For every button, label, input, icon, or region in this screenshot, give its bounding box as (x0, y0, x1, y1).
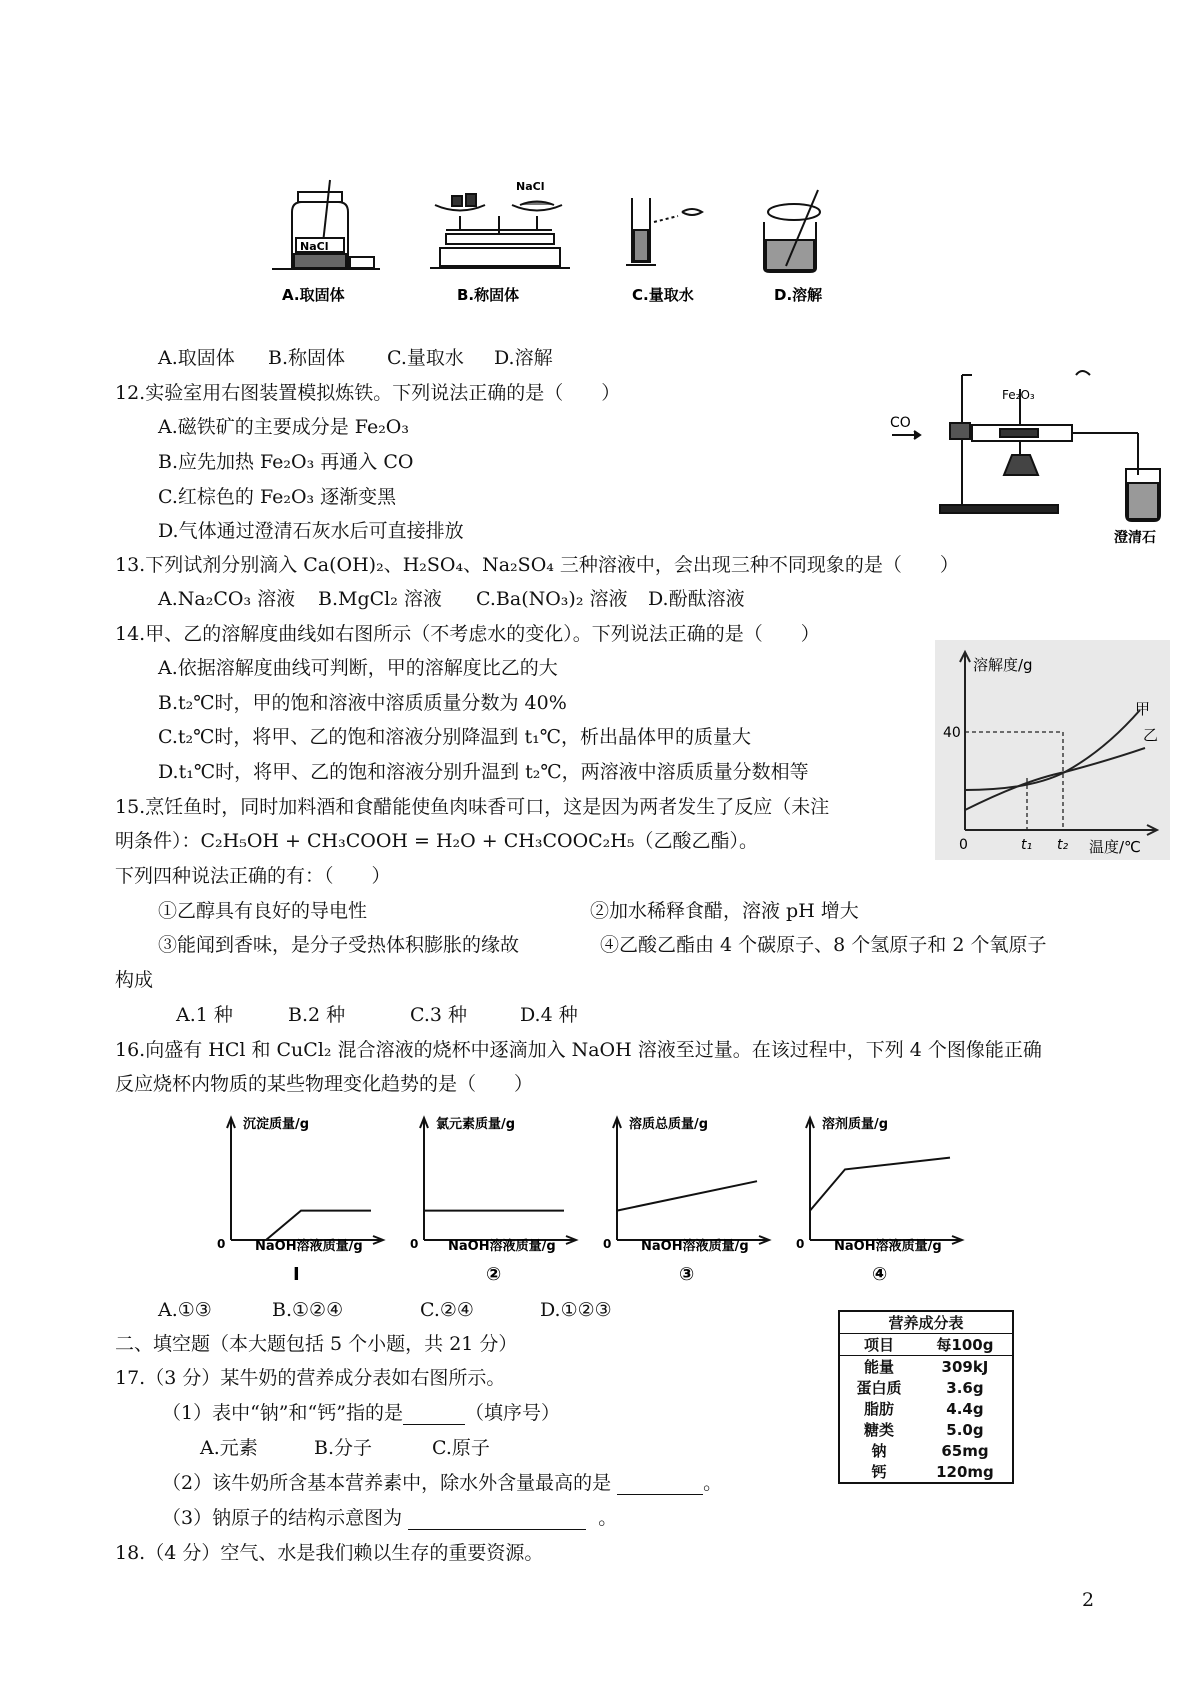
q11-option-c: C.量取水 (387, 347, 464, 369)
q17-part-3-text: （3）钠原子的结构示意图为 (162, 1507, 403, 1529)
solubility-series-jia: 甲 (1135, 700, 1151, 718)
q12-iron-smelting-apparatus (880, 365, 1180, 545)
q15-statement-4: ④乙酸乙酯由 4 个碳原子、8 个氢原子和 2 个氧原子 (600, 934, 1047, 956)
q15-option-c: C.3 种 (410, 1004, 468, 1026)
fig-a-caption: A.取固体 (282, 286, 345, 304)
q17-part-1-text: （1）表中“钠”和“钙”指的是 (162, 1402, 403, 1424)
q16-chart-1-caption: I (293, 1264, 300, 1285)
q17-p1-option-b: B.分子 (314, 1437, 373, 1459)
nutrition-header-per100g: 每100g (918, 1334, 1013, 1356)
q15-statement-2: ②加水稀释食醋，溶液 pH 增大 (590, 900, 859, 922)
q14-option-b: B.t₂℃时，甲的饱和溶液中溶质质量分数为 40% (158, 692, 567, 714)
q14-stem: 14.甲、乙的溶解度曲线如右图所示（不考虑水的变化）。下列说法正确的是（ ） (115, 623, 820, 645)
q16-chart-3-xlabel: NaOH溶液质量/g (641, 1239, 749, 1254)
q16-option-b: B.①②④ (272, 1299, 344, 1321)
q12-option-c: C.红棕色的 Fe₂O₃ 逐渐变黑 (158, 486, 397, 508)
q13-option-a: A.Na₂CO₃ 溶液 (158, 588, 296, 610)
solubility-xlabel: 温度/℃ (1089, 838, 1141, 856)
solubility-ytick-40: 40 (943, 725, 961, 741)
q16-chart-2-caption: ② (486, 1264, 502, 1285)
q17-part-3-blank[interactable] (408, 1511, 586, 1530)
q14-option-d: D.t₁℃时，将甲、乙的饱和溶液分别升温到 t₂℃，两溶液中溶质质量分数相等 (158, 761, 809, 783)
q13-option-b: B.MgCl₂ 溶液 (318, 588, 442, 610)
q17-part-2 (162, 1471, 722, 1495)
q16-chart-3-caption: ③ (679, 1264, 695, 1285)
q17-part-3-period: 。 (598, 1507, 618, 1529)
solubility-t2: t₂ (1057, 837, 1069, 853)
nutrition-row-name: 脂肪 (863, 1400, 894, 1418)
page-number: 2 (1082, 1589, 1095, 1611)
q17-part-3 (162, 1506, 617, 1530)
q12-option-b: B.应先加热 Fe₂O₃ 再通入 CO (158, 451, 414, 473)
q16-chart-1-origin: 0 (217, 1237, 226, 1251)
q11-option-d: D.溶解 (494, 347, 553, 369)
q16-chart-2-xlabel: NaOH溶液质量/g (448, 1239, 556, 1254)
q16-option-a: A.①③ (158, 1299, 212, 1321)
q18-stem: 18.（4 分）空气、水是我们赖以生存的重要资源。 (115, 1542, 544, 1564)
nutrition-row-name: 糖类 (863, 1421, 894, 1439)
q12-option-d: D.气体通过澄清石灰水后可直接排放 (158, 520, 464, 542)
q12-fig-limewater-label: 澄清石 (1114, 530, 1156, 545)
q17-part-1-blank[interactable] (403, 1406, 465, 1425)
q11-option-b: B.称固体 (268, 347, 346, 369)
q15-option-b: B.2 种 (288, 1004, 346, 1026)
q13-option-d: D.酚酞溶液 (648, 588, 745, 610)
section-2-heading: 二、填空题（本大题包括 5 个小题，共 21 分） (115, 1333, 518, 1355)
nutrition-row-value: 309kJ (941, 1357, 989, 1376)
solubility-chart (935, 640, 1170, 860)
q16-chart-3-series-line (617, 1181, 757, 1210)
fig-a-nacl-label: NaCl (300, 240, 329, 253)
fig-b-nacl-label: NaCl (516, 180, 545, 193)
q13-option-c: C.Ba(NO₃)₂ 溶液 (476, 588, 628, 610)
q16-charts (205, 1100, 985, 1290)
curve-jia (965, 710, 1140, 790)
nutrition-row-name: 钙 (871, 1463, 887, 1481)
q17-part-1-tail: （填序号） (464, 1402, 560, 1424)
q17-p1-option-a: A.元素 (200, 1437, 258, 1459)
q16-line2: 反应烧杯内物质的某些物理变化趋势的是（ ） (115, 1073, 534, 1095)
solubility-ylabel: 溶解度/g (973, 656, 1033, 674)
nutrition-row-value: 5.0g (946, 1420, 984, 1439)
solubility-t1: t₁ (1021, 837, 1033, 853)
q15-line2: 明条件）：C₂H₅OH + CH₃COOH = H₂O + CH₃COOC₂H₅（乙酸乙酯）。 (115, 830, 758, 852)
q12-fig-fe2o3-label: Fe₂O₃ (1002, 388, 1035, 402)
solubility-series-yi: 乙 (1143, 726, 1159, 744)
fig-b-caption: B.称固体 (457, 286, 520, 304)
nutrition-row-name: 蛋白质 (856, 1379, 902, 1397)
q12-fig-co-label: CO (890, 415, 911, 431)
nutrition-row-value: 65mg (941, 1441, 989, 1460)
q16-chart-3-ylabel: 溶质总质量/g (629, 1117, 709, 1132)
q11-option-a: A.取固体 (158, 347, 235, 369)
q16-chart-2-ylabel: 氯元素质量/g (436, 1117, 516, 1132)
fig-c-cylinder (626, 198, 702, 265)
nutrition-table (838, 1310, 1014, 1484)
q17-part-2-period: 。 (703, 1472, 723, 1494)
q15-option-a: A.1 种 (176, 1004, 233, 1026)
q14-option-a: A.依据溶解度曲线可判断，甲的溶解度比乙的大 (158, 657, 558, 679)
q15-statement-4-cont: 构成 (115, 969, 154, 991)
q17-p1-option-c: C.原子 (432, 1437, 490, 1459)
q12-option-a: A.磁铁矿的主要成分是 Fe₂O₃ (158, 416, 409, 438)
fig-c-caption: C.量取水 (632, 286, 694, 304)
q16-line1: 16.向盛有 HCl 和 CuCl₂ 混合溶液的烧杯中逐滴加入 NaOH 溶液至过量。在该过程中，下列 4 个图像能正确 (115, 1039, 1042, 1061)
nutrition-row-value: 3.6g (946, 1378, 984, 1397)
nutrition-row-name: 钠 (871, 1442, 887, 1460)
q16-chart-4-xlabel: NaOH溶液质量/g (834, 1239, 942, 1254)
nutrition-caption: 营养成分表 (839, 1311, 1013, 1334)
q15-line1: 15.烹饪鱼时，同时加料酒和食醋能使鱼肉味香可口，这是因为两者发生了反应（未注 (115, 796, 830, 818)
q16-chart-4-series-line (810, 1158, 950, 1211)
q11-figures (270, 160, 910, 320)
q16-chart-4-caption: ④ (872, 1264, 888, 1285)
q16-option-c: C.②④ (420, 1299, 474, 1321)
q16-chart-1-xlabel: NaOH溶液质量/g (255, 1239, 363, 1254)
nutrition-row-value: 4.4g (946, 1399, 984, 1418)
solubility-origin: 0 (959, 837, 968, 853)
nutrition-row-value: 120mg (936, 1462, 994, 1481)
q14-option-c: C.t₂℃时，将甲、乙的饱和溶液分别降温到 t₁℃，析出晶体甲的质量大 (158, 726, 751, 748)
q17-stem: 17.（3 分）某牛奶的营养成分表如右图所示。 (115, 1367, 506, 1389)
curve-yi (965, 748, 1145, 810)
q15-option-d: D.4 种 (520, 1004, 578, 1026)
fig-b-balance (430, 194, 570, 268)
q17-part-2-text: （2）该牛奶所含基本营养素中，除水外含量最高的是 (162, 1472, 612, 1494)
q15-statement-3: ③能闻到香味，是分子受热体积膨胀的缘故 (158, 934, 520, 956)
q16-chart-4-ylabel: 溶剂质量/g (822, 1117, 889, 1132)
q16-chart-4-origin: 0 (796, 1237, 805, 1251)
q16-chart-1-series-line (231, 1211, 371, 1240)
q16-chart-1-ylabel: 沉淀质量/g (243, 1117, 310, 1132)
q12-stem: 12.实验室用右图装置模拟炼铁。下列说法正确的是（ ） (115, 382, 621, 404)
q13-stem: 13.下列试剂分别滴入 Ca(OH)₂、H₂SO₄、Na₂SO₄ 三种溶液中，会出现三种不同现象的是（ ） (115, 554, 959, 576)
fig-a-reagent-jar (272, 180, 380, 269)
nutrition-row-name: 能量 (863, 1358, 894, 1376)
fig-d-beaker (764, 190, 820, 272)
fig-d-caption: D.溶解 (774, 286, 823, 304)
q15-statement-1: ①乙醇具有良好的导电性 (158, 900, 368, 922)
nutrition-header-item: 项目 (839, 1334, 918, 1356)
q15-line3: 下列四种说法正确的有：（ ） (115, 865, 391, 887)
q17-part-1 (162, 1401, 560, 1425)
q16-option-d: D.①②③ (540, 1299, 612, 1321)
q16-chart-3-origin: 0 (603, 1237, 612, 1251)
q16-chart-2-origin: 0 (410, 1237, 419, 1251)
q17-part-2-blank[interactable] (617, 1476, 703, 1495)
